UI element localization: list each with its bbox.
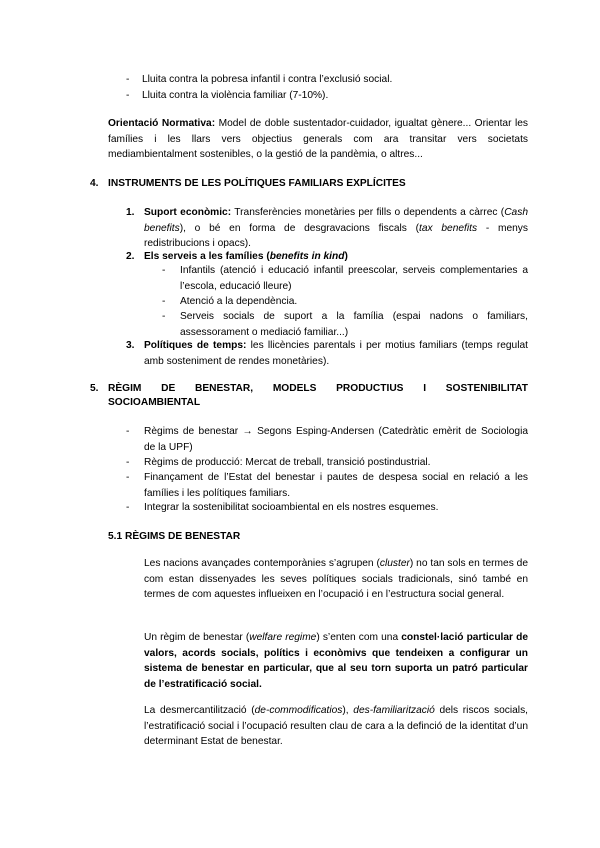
- section-4-title: INSTRUMENTS DE LES POLÍTIQUES FAMILIARS EXPLÍCITES: [108, 178, 406, 189]
- suport-economic-item: Suport econòmic: Transferències monetàries per fills o dependents a càrrec (Cash benefits), o bé en forma de desgravacions fiscals (tax benefits - menys redistribucions i opacs).: [144, 207, 528, 249]
- section-5-number: 5.: [90, 383, 99, 394]
- item-number: 1.: [126, 207, 135, 218]
- section-5-title-line2: SOCIOAMBIENTAL: [108, 397, 201, 408]
- serveis-families-item: Els serveis a les famílies (benefits in kind): [144, 251, 348, 262]
- orientacio-paragraph: Orientació Normativa: Model de doble sustentador-cuidador, igualtat gènere... Orientar les famílies i les llars vers objectius generals com ara transitar vers societats mediambientalment sostenibles, o la gestió de la pandèmia, o altres...: [108, 118, 528, 160]
- item-number: 3.: [126, 340, 135, 351]
- section-4-number: 4.: [90, 178, 99, 189]
- paragraph-welfare-regime: Un règim de benestar (welfare regime) s’enten com una constel·lació particular de valors, acords socials, polítics i econòmivs que tendeixen a configurar un sistema de benestar en particular, que al seu torn suporta un patró particular de l’estratificació social.: [144, 632, 528, 690]
- document-page: - Lluita contra la pobresa infantil i contra l’exclusió social. - Lluita contra la violència familiar (7-10%). Orientació Normativa: Model de doble sustentador-cuidador, igualtat gènere... Orientar les famílies i les llars vers objectius generals com ara transitar vers societats mediambientalment sostenibles, o la gestió de la pandèmia, o altres... 4. INSTRUMENTS DE LES POLÍTIQUES FAMILIARS EXPLÍCITES 1. Suport econòmic: Transferències monetàries per fills o dependents a càrrec (Cash benefits), o bé en forma de desgravacions fiscals (tax benefits - menys redistribucions i opacs). 2. Els serveis a les famílies (benefits in kind) - Infantils (atenció i educació infantil preescolar, serveis complementaries a l’escola, educació lleure) - Atenció a la dependència. - Serveis socials de suport a la família (espai nadons o familiars, assessorament o mediació familiar...) 3. Polítiques de temps: les llicències parentals i per motius familiars (temps regulat amb sosteniment de rendes monetàries). 5. RÈGIM DE BENESTAR, MODELS PRODUCTIUS I SOSTENIBILITAT SOCIOAMBIENTAL - Règims de benestar → Segons Esping-Andersen (Catedràtic emèrit de Sociologia de la UPF) - Règims de producció: Mercat de treball, transició postindustrial. - Finançament de l’Estat del benestar i pautes de despesa social en relació a les famílies i les polítiques familiars. - Integrar la sostenibilitat socioambiental en els nostres esquemes. 5.1 RÈGIMS DE BENESTAR Les nacions avançades contemporànies s’agrupen (cluster) no tan sols en termes de com estan dissenyades les seves polítiques socials tradicionals, sinó també en termes de com aquestes influeixen en l’ocupació i en l’estructura social general. Un règim de benestar (welfare regime) s’enten com una constel·lació particular de valors, acords socials, polítics i econòmivs que tendeixen a configurar un sistema de benestar en particular, que al seu torn suporta un patró particular de l’estratificació social. La desmercantilització (de-commodificatios), des-familiarització dels riscos socials, l’estratificació social i l’ocupació resulten clau de cara a la definció de la identitat d’un determinant Estat de benestar.: [0, 0, 600, 848]
- section-5-title-line1: RÈGIM DE BENESTAR, MODELS PRODUCTIUS I SOSTENIBILITAT: [108, 383, 528, 394]
- paragraph-desmercantilitzacio: La desmercantilització (de-commodificatios), des-familiarització dels riscos socials, l’estratificació social i l’ocupació resulten clau de cara a la definció de la identitat d’un determinant Estat de benestar.: [144, 705, 528, 747]
- paragraph-clusters: Les nacions avançades contemporànies s’agrupen (cluster) no tan sols en termes de com estan dissenyades les seves polítiques socials tradicionals, sinó també en termes de com aquestes influeixen en l’ocupació i en l’estructura social general.: [144, 558, 528, 600]
- section-5-1-title: 5.1 RÈGIMS DE BENESTAR: [108, 531, 241, 542]
- politiques-temps-item: Polítiques de temps: les llicències parentals i per motius familiars (temps regulat amb sosteniment de rendes monetàries).: [144, 340, 528, 367]
- item-number: 2.: [126, 251, 135, 262]
